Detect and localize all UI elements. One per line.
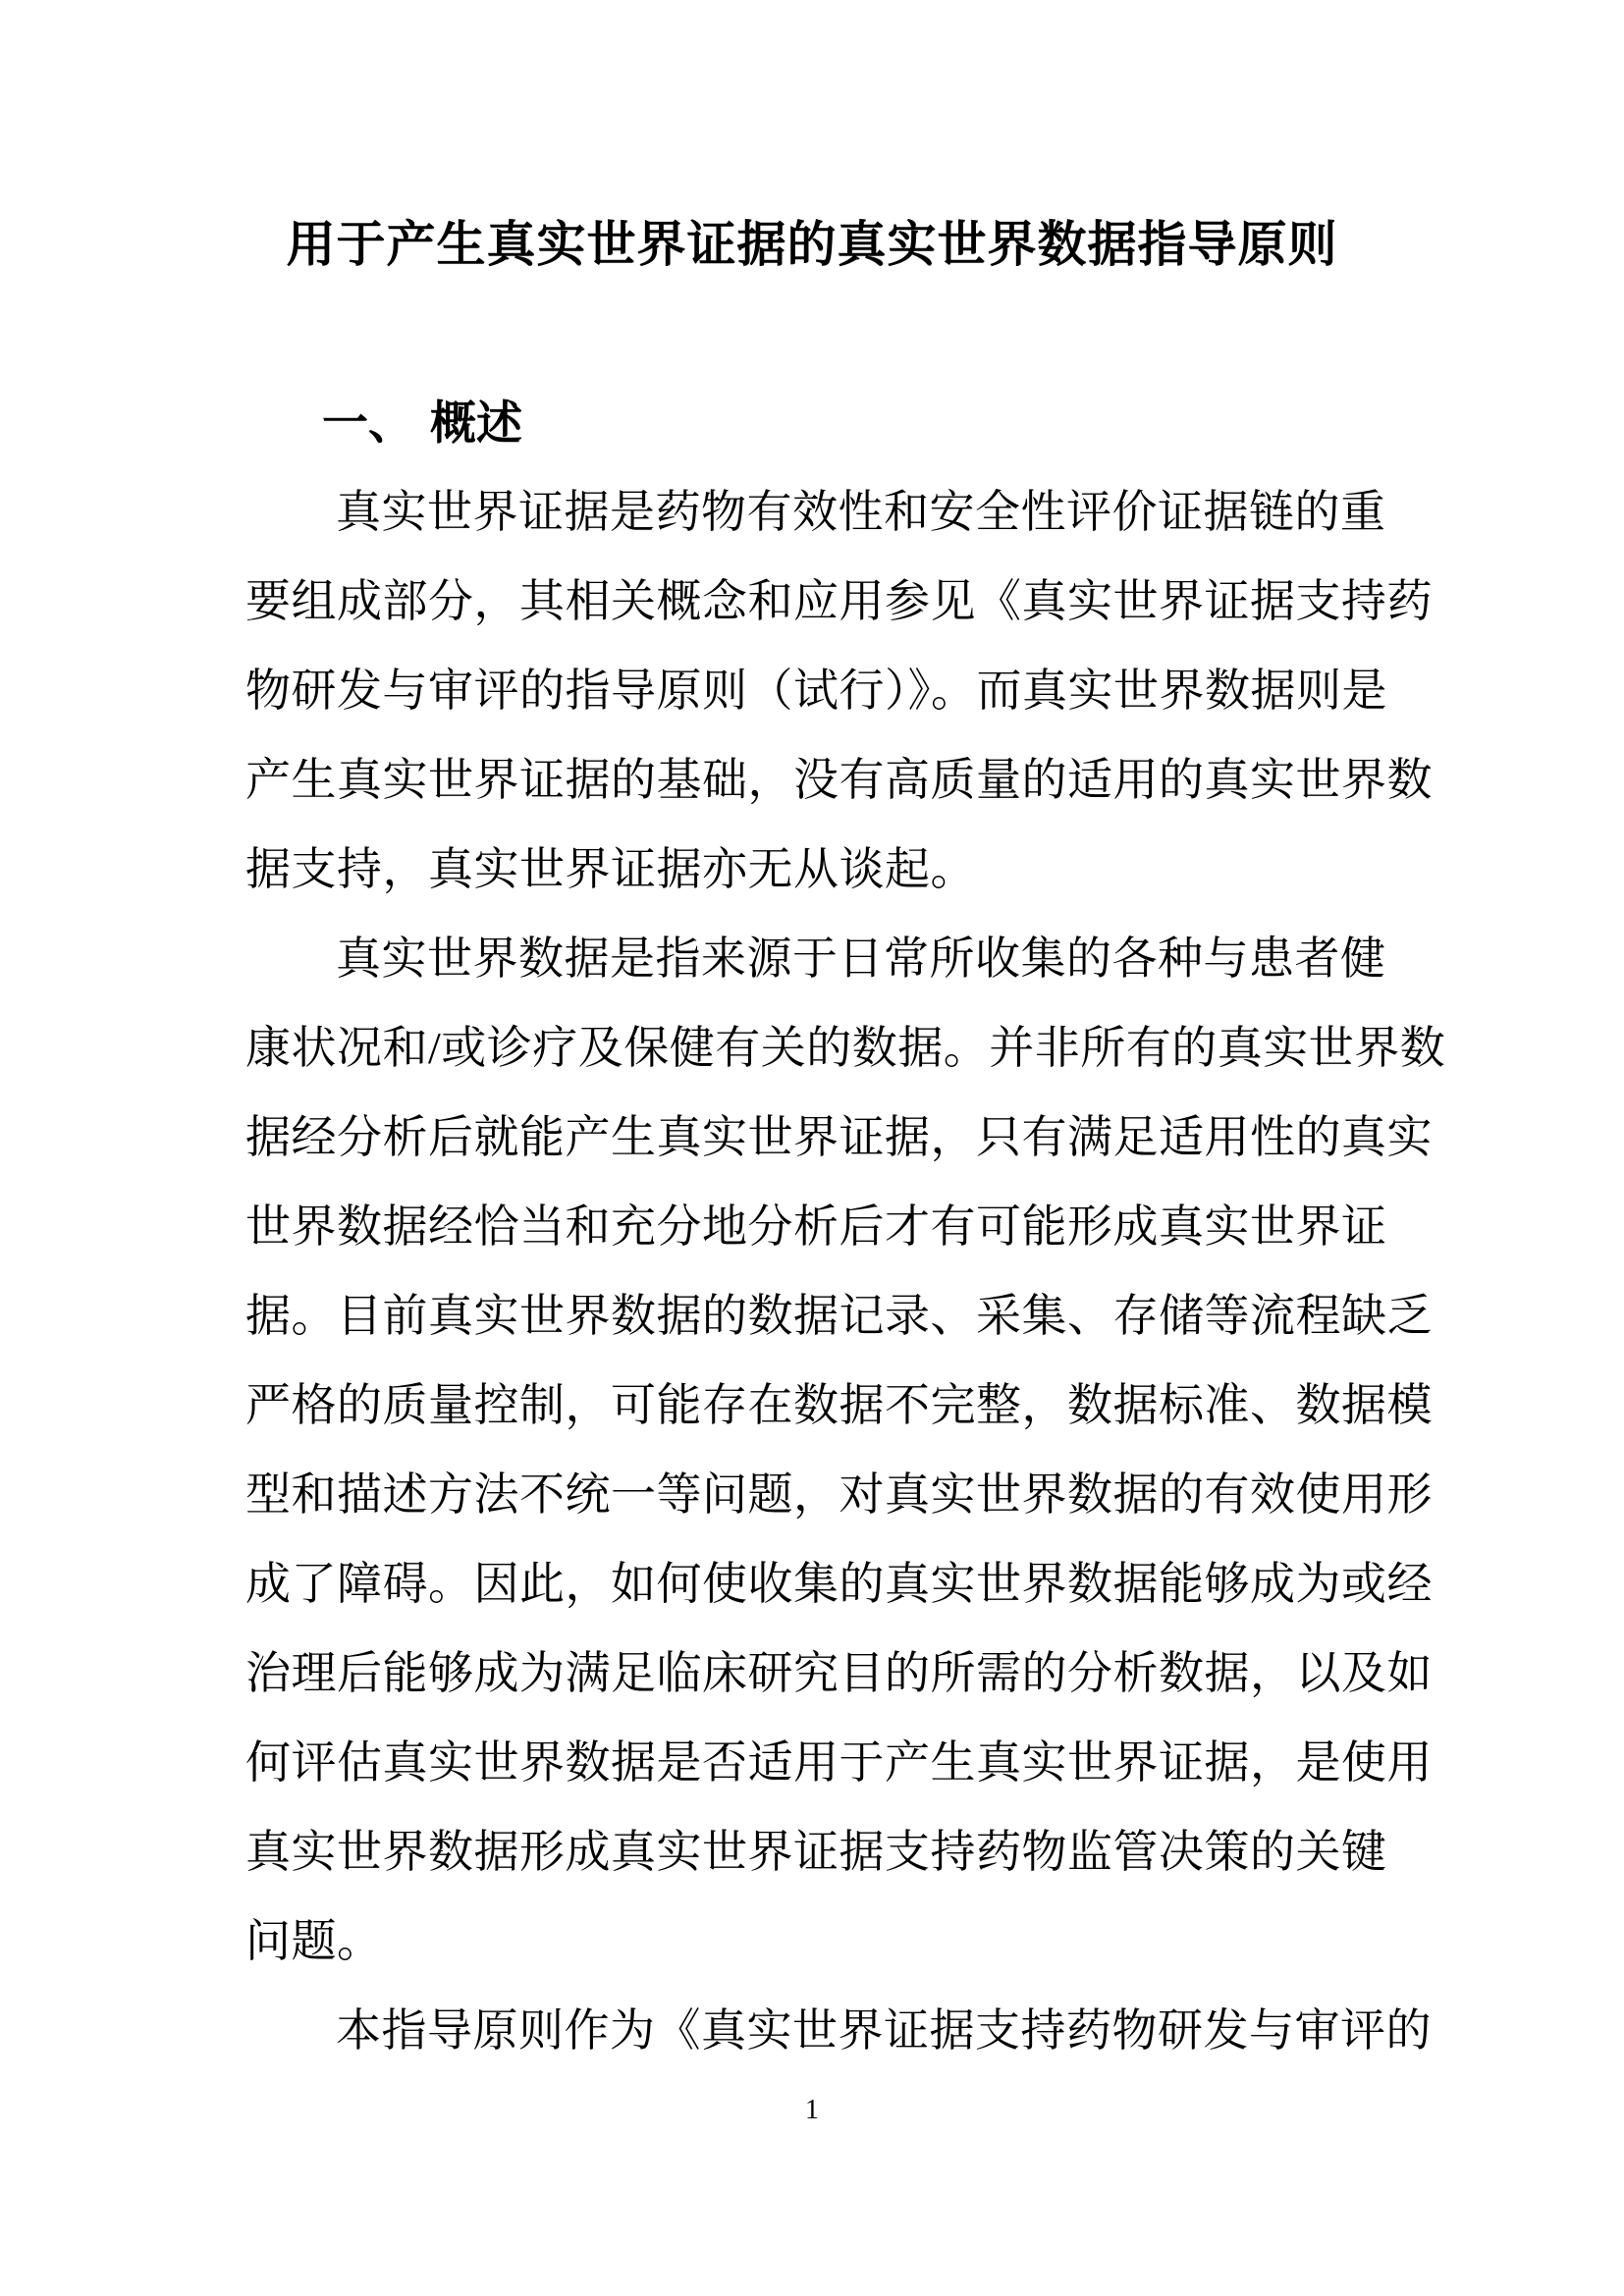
text-line: 据经分析后就能产生真实世界证据，只有满足适用性的真实 xyxy=(245,1112,1433,1162)
text-line: 何评估真实世界数据是否适用于产生真实世界证据，是使用 xyxy=(245,1737,1433,1788)
text-line: 要组成部分，其相关概念和应用参见《真实世界证据支持药 xyxy=(245,576,1433,626)
text-line: 物研发与审评的指导原则（试行）》。而真实世界数据则是 xyxy=(245,666,1387,716)
section-heading-number: 一、 xyxy=(322,397,414,449)
body-text xyxy=(245,467,1446,2075)
text-line: 本指导原则作为《真实世界证据支持药物研发与审评的 xyxy=(336,2005,1432,2056)
text-line: 康状况和/或诊疗及保健有关的数据。并非所有的真实世界数 xyxy=(245,1023,1446,1073)
text-line: 成了障碍。因此，如何使收集的真实世界数据能够成为或经 xyxy=(245,1559,1433,1609)
section-heading xyxy=(322,395,522,452)
text-line: 据支持，真实世界证据亦无从谈起。 xyxy=(245,844,976,894)
text-line: 型和描述方法不统一等问题，对真实世界数据的有效使用形 xyxy=(245,1469,1433,1520)
text-line: 世界数据经恰当和充分地分析后才有可能形成真实世界证 xyxy=(245,1201,1387,1252)
text-line: 真实世界证据是药物有效性和安全性评价证据链的重 xyxy=(336,487,1386,537)
section-heading-label: 概述 xyxy=(430,397,522,449)
text-line: 产生真实世界证据的基础，没有高质量的适用的真实世界数 xyxy=(245,755,1433,805)
page-number: 1 xyxy=(805,2095,819,2125)
text-line: 真实世界数据是指来源于日常所收集的各种与患者健 xyxy=(336,934,1386,984)
text-line: 问题。 xyxy=(245,1916,383,1966)
text-line: 据。目前真实世界数据的数据记录、采集、存储等流程缺乏 xyxy=(245,1291,1433,1341)
text-line: 严格的质量控制，可能存在数据不完整，数据标准、数据模 xyxy=(245,1380,1433,1430)
text-line: 治理后能够成为满足临床研究目的所需的分析数据，以及如 xyxy=(245,1648,1433,1698)
document-title: 用于产生真实世界证据的真实世界数据指导原则 xyxy=(286,217,1338,272)
text-line: 真实世界数据形成真实世界证据支持药物监管决策的关键 xyxy=(245,1827,1387,1877)
